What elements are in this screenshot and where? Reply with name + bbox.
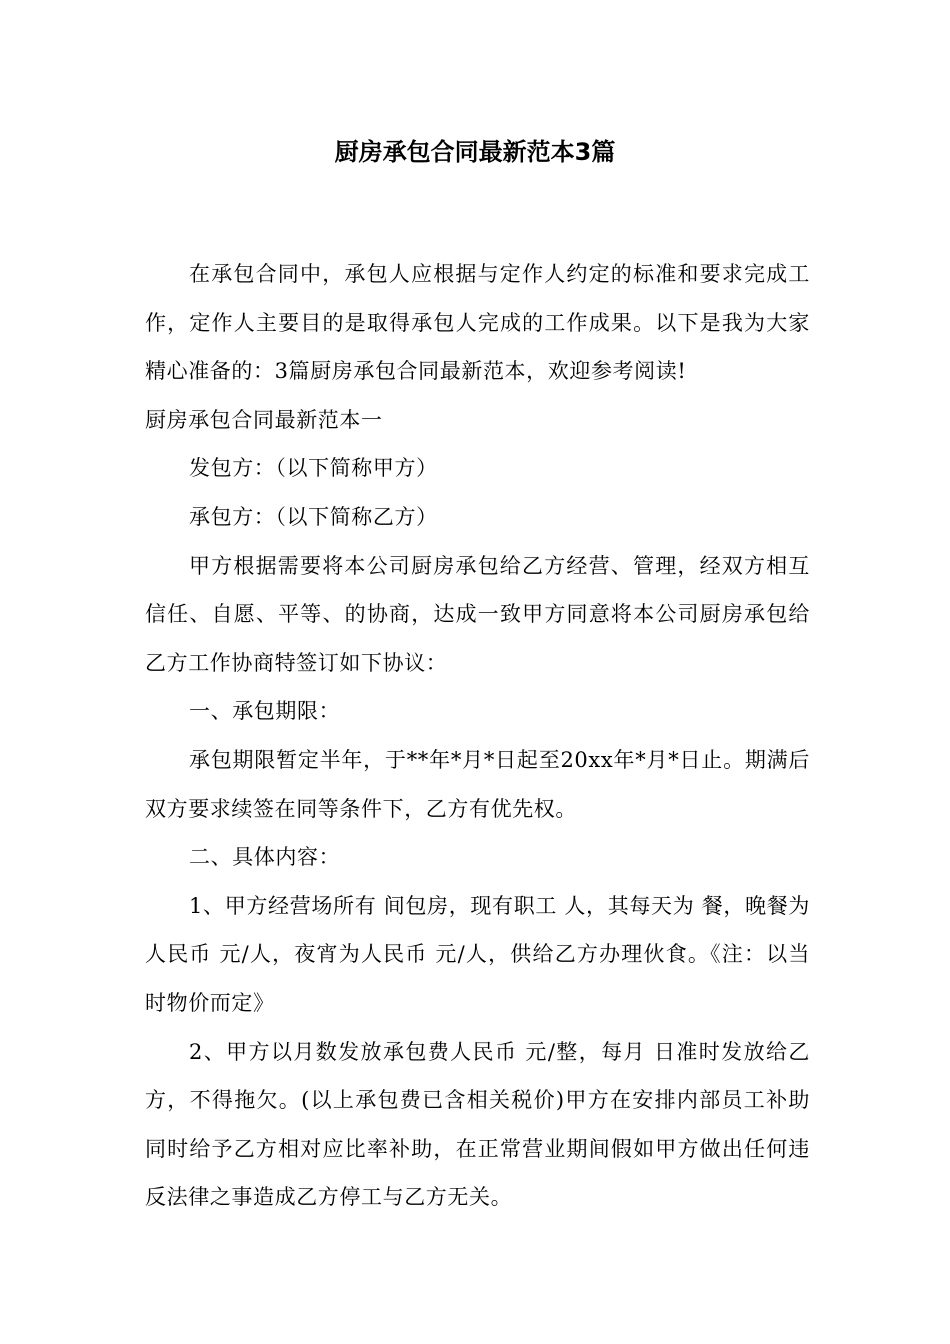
clause-term-paragraph: 承包期限暂定半年，于**年*月*日起至20xx年*月*日止。期满后双方要求续签在同等条件下，乙方有优先权。 <box>145 747 810 821</box>
clause-content-item-2: 2、甲方以月数发放承包费人民币 元/整，每月 日准时发放给乙方，不得拖欠。(以上承包费已含相关税价)甲方在安排内部员工补助同时给予乙方相对应比率补助，在正常营业期间假如甲方做出任何违反法律之事造成乙方停工与乙方无关。 <box>145 1039 810 1210</box>
contract-party-b: 承包方：（以下简称乙方） <box>189 504 438 529</box>
intro-paragraph: 在承包合同中，承包人应根据与定作人约定的标准和要求完成工作，定作人主要目的是取得承包人完成的工作成果。以下是我为大家精心准备的：3篇厨房承包合同最新范本，欢迎参考阅读! <box>145 262 810 384</box>
clause-heading-term: 一、承包期限： <box>189 699 341 724</box>
document-body <box>145 250 810 1222</box>
clause-content-item-1: 1、甲方经营场所有 间包房，现有职工 人，其每天为 餐，晚餐为人民币 元/人，夜宵为人民币 元/人，供给乙方办理伙食。《注：以当时物价而定》 <box>145 893 810 1015</box>
clause-heading-content: 二、具体内容： <box>189 845 341 870</box>
document-title: 厨房承包合同最新范本3篇 <box>334 138 616 166</box>
agreement-paragraph: 甲方根据需要将本公司厨房承包给乙方经营、管理，经双方相互信任、自愿、平等、的协商，达成一致甲方同意将本公司厨房承包给乙方工作协商特签订如下协议： <box>145 553 810 675</box>
section-heading: 厨房承包合同最新范本一 <box>145 407 383 432</box>
contract-party-a: 发包方：（以下简称甲方） <box>189 456 438 481</box>
